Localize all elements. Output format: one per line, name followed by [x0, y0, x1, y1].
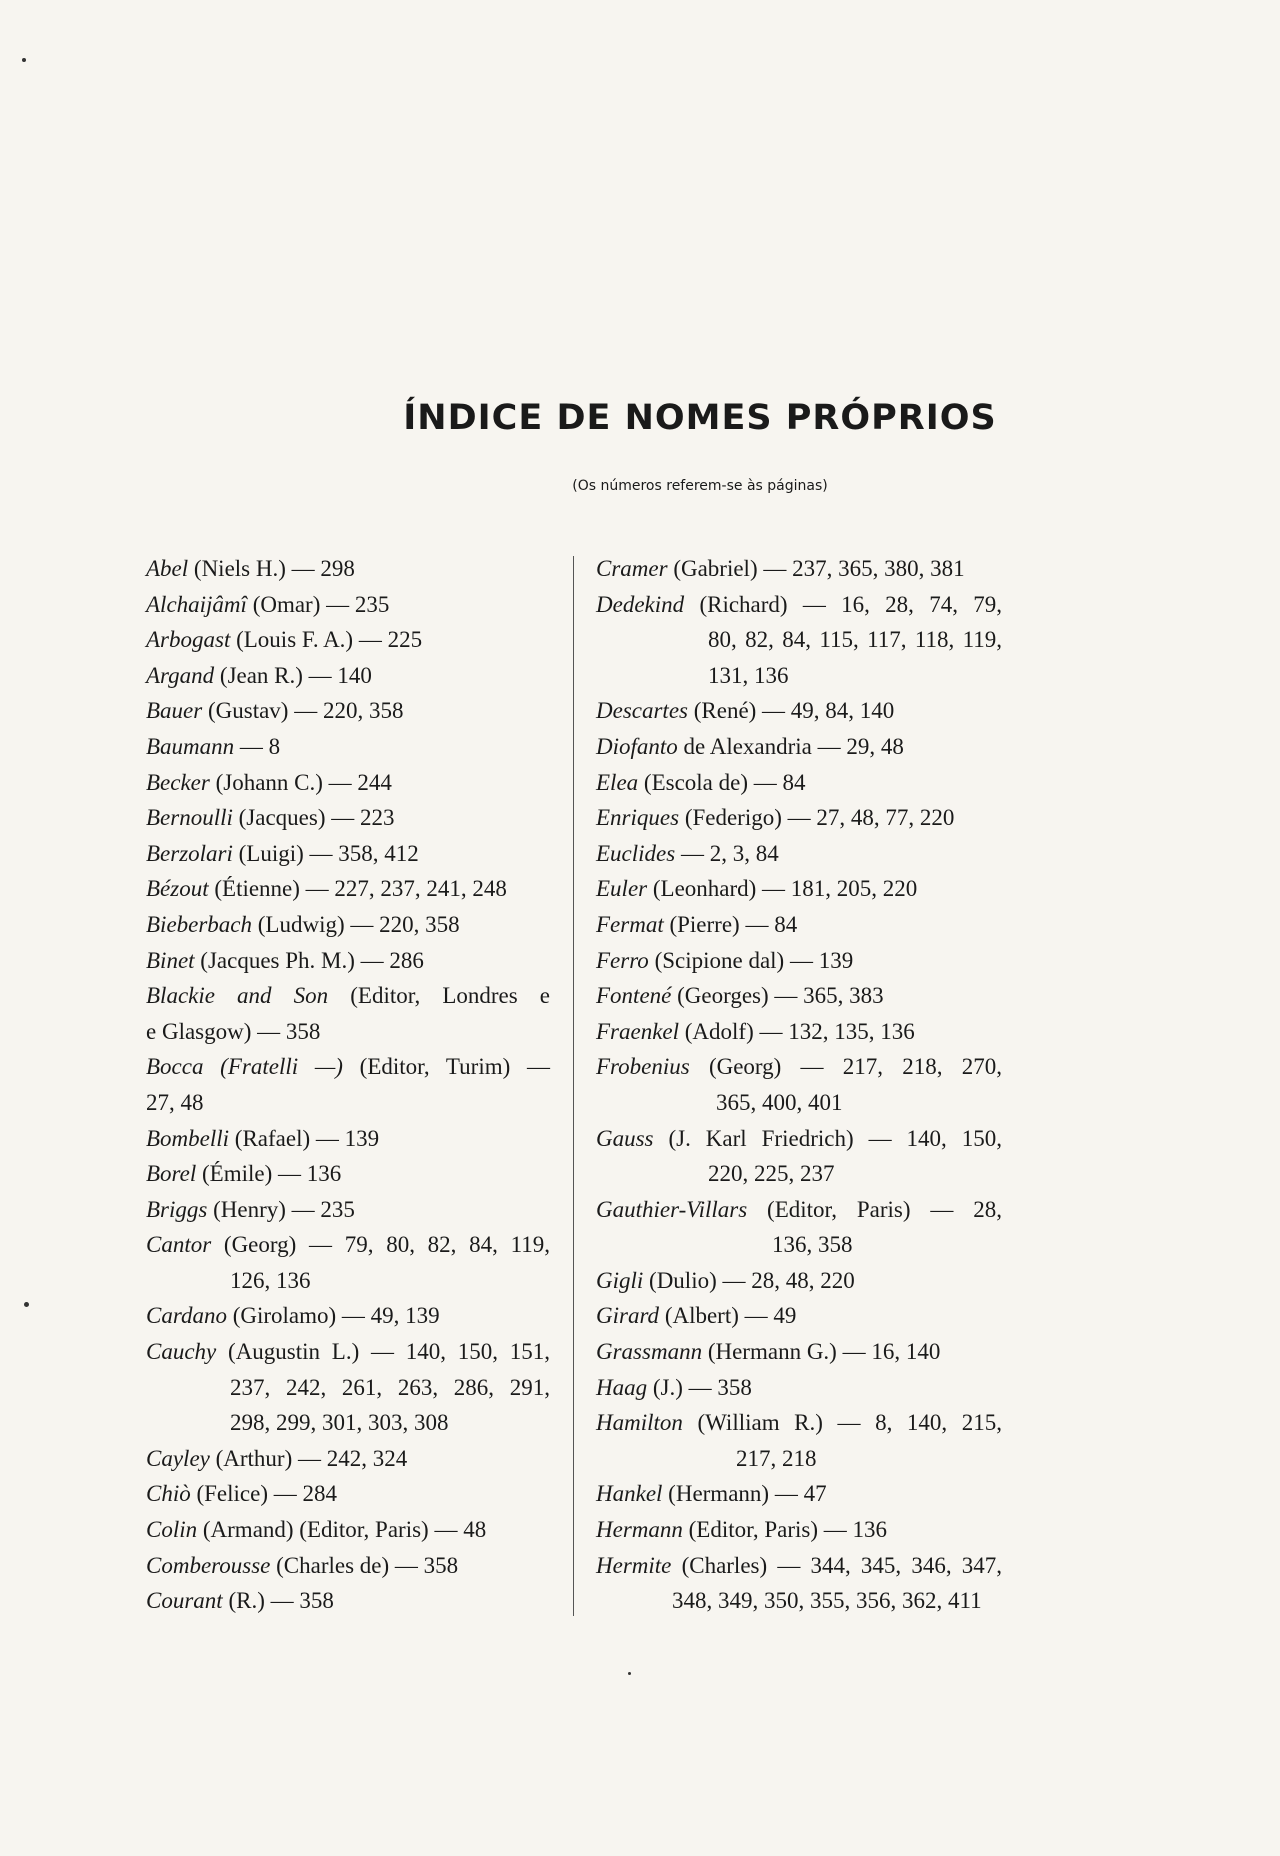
entry-details: (Pierre) — 84: [669, 911, 798, 937]
entry-continuation: 136, 358: [772, 1232, 853, 1258]
page-title: ÍNDICE DE NOMES PRÓPRIOS: [403, 398, 997, 438]
index-entry: [596, 1548, 1002, 1619]
entry-name: Comberousse: [146, 1552, 271, 1578]
entry-continuation: e Glasgow) — 358: [146, 1018, 321, 1044]
entry-continuation: 298, 299, 301, 303, 308: [230, 1410, 449, 1436]
entry-details: — 2, 3, 84: [680, 840, 779, 866]
entry-name: Colin: [146, 1517, 198, 1543]
entry-name: Baumann: [146, 733, 235, 759]
entry-name: Ferro: [596, 947, 649, 973]
entry-name: Chiò: [146, 1481, 191, 1507]
index-entry: [146, 1583, 550, 1619]
entry-continuation: 131, 136: [708, 662, 789, 688]
index-entry: [596, 587, 1002, 694]
entry-name: Bombelli: [146, 1125, 230, 1151]
entry-details: (Richard) — 16, 28, 74, 79,: [699, 591, 1002, 617]
entry-details: (Felice) — 284: [196, 1481, 337, 1507]
entry-details: (René) — 49, 84, 140: [693, 698, 895, 724]
entry-details: (Arthur) — 242, 324: [215, 1445, 408, 1471]
entry-name: Fontené: [596, 983, 672, 1009]
entry-details: (William R.) — 8, 140, 215,: [697, 1410, 1003, 1436]
entry-details: (Escola de) — 84: [643, 769, 806, 795]
entry-details: (Jean R.) — 140: [219, 662, 372, 688]
index-entry: [146, 1334, 550, 1441]
index-entry: [146, 1049, 550, 1120]
entry-continuation: 237, 242, 261, 263, 286, 291,: [230, 1374, 550, 1400]
entry-details: (J.) — 358: [652, 1374, 752, 1400]
entry-name: Gauthier-Villars: [596, 1196, 748, 1222]
entry-details: (Girolamo) — 49, 139: [232, 1303, 440, 1329]
index-entry: [596, 1405, 1002, 1476]
entry-details: (Émile) — 136: [202, 1161, 342, 1187]
entry-name: Enriques: [596, 805, 680, 831]
index-entry: [146, 800, 550, 836]
entry-name: Blackie and Son: [146, 983, 329, 1009]
entry-details: (Leonhard) — 181, 205, 220: [652, 876, 918, 902]
entry-name: Abel: [146, 556, 189, 581]
entry-name: Hermite: [596, 1552, 672, 1578]
entry-name: Cramer: [596, 556, 668, 581]
entry-name: Hermann: [596, 1517, 683, 1543]
entry-details: (Georg) — 217, 218, 270,: [708, 1054, 1002, 1080]
index-entry: [146, 587, 550, 623]
entry-name: Diofanto: [596, 733, 678, 759]
entry-name: Becker: [146, 769, 210, 795]
index-entry: [146, 551, 550, 587]
entry-details: (Henry) — 235: [213, 1196, 355, 1222]
entry-details: (Ludwig) — 220, 358: [257, 911, 460, 937]
entry-details: (Editor, Londres e: [350, 983, 550, 1009]
entry-details: (Federigo) — 27, 48, 77, 220: [684, 805, 955, 831]
index-entry: [596, 765, 1002, 801]
entry-name: Euclides: [596, 840, 676, 866]
speck-mark: [22, 58, 26, 62]
entry-details: (Dulio) — 28, 48, 220: [649, 1267, 855, 1293]
index-entry: [596, 1298, 1002, 1334]
entry-details: (Jacques) — 223: [238, 805, 395, 831]
entry-name: Hankel: [596, 1481, 663, 1507]
entry-name: Bézout: [146, 876, 209, 902]
entry-name: Dedekind: [596, 591, 685, 617]
entry-details: (Gustav) — 220, 358: [207, 698, 404, 724]
entry-name: Bocca (Fratelli —): [146, 1054, 343, 1080]
entry-details: (Gabriel) — 237, 365, 380, 381: [673, 556, 965, 581]
index-entry: [596, 1192, 1002, 1263]
entry-details: (Georges) — 365, 383: [677, 983, 884, 1009]
entry-continuation: 365, 400, 401: [716, 1089, 843, 1115]
entry-name: Bernoulli: [146, 805, 233, 831]
index-entry: [596, 1121, 1002, 1192]
entry-continuation: 126, 136: [230, 1267, 311, 1293]
entry-name: Hamilton: [596, 1410, 683, 1436]
entry-name: Girard: [596, 1303, 660, 1329]
entry-name: Fraenkel: [596, 1018, 680, 1044]
entry-name: Binet: [146, 947, 195, 973]
index-entry: [146, 658, 550, 694]
index-entry: [596, 871, 1002, 907]
entry-details: (Adolf) — 132, 135, 136: [684, 1018, 915, 1044]
index-entry: [146, 978, 550, 1049]
entry-name: Gauss: [596, 1125, 654, 1151]
index-entry: [146, 1227, 550, 1298]
entry-name: Borel: [146, 1161, 197, 1187]
entry-details: (Hermann) — 47: [668, 1481, 827, 1507]
index-entry: [146, 1476, 550, 1512]
speck-mark: [24, 1302, 29, 1307]
entry-details: (Charles de) — 358: [276, 1552, 459, 1578]
index-entry: [596, 1014, 1002, 1050]
entry-name: Euler: [596, 876, 648, 902]
entry-details: (Armand) (Editor, Paris) — 48: [202, 1517, 487, 1543]
index-column-left: [146, 551, 550, 1619]
entry-details: (J. Karl Friedrich) — 140, 150,: [668, 1125, 1002, 1151]
entry-name: Cayley: [146, 1445, 210, 1471]
entry-continuation: 217, 218: [736, 1445, 817, 1471]
index-entry: [596, 978, 1002, 1014]
page-subtitle: (Os números referem-se às páginas): [572, 478, 828, 494]
entry-name: Berzolari: [146, 840, 233, 866]
entry-name: Bieberbach: [146, 911, 253, 937]
index-entry: [146, 729, 550, 765]
entry-details: (Georg) — 79, 80, 82, 84, 119,: [223, 1232, 550, 1258]
entry-continuation: 80, 82, 84, 115, 117, 118, 119,: [708, 627, 1002, 653]
index-entry: [596, 800, 1002, 836]
index-entry: [596, 693, 1002, 729]
entry-details: (Editor, Paris) — 136: [688, 1517, 888, 1543]
entry-name: Alchaijâmî: [146, 591, 247, 617]
index-entry: [146, 871, 550, 907]
entry-details: (Editor, Turim) —: [359, 1054, 550, 1080]
entry-name: Elea: [596, 769, 639, 795]
entry-name: Grassmann: [596, 1339, 703, 1365]
entry-details: — 8: [239, 733, 281, 759]
entry-name: Frobenius: [596, 1054, 690, 1080]
entry-name: Fermat: [596, 911, 664, 937]
entry-details: (Editor, Paris) — 28,: [767, 1196, 1002, 1222]
entry-details: (Luigi) — 358, 412: [238, 840, 419, 866]
index-entry: [596, 729, 1002, 765]
index-entry: [146, 1298, 550, 1334]
entry-details: (Hermann G.) — 16, 140: [707, 1339, 941, 1365]
entry-name: Gigli: [596, 1267, 644, 1293]
index-entry: [596, 1476, 1002, 1512]
index-entry: [596, 836, 1002, 872]
index-entry: [146, 1192, 550, 1228]
index-entry: [146, 943, 550, 979]
index-entry: [146, 1156, 550, 1192]
index-entry: [146, 765, 550, 801]
index-entry: [146, 1548, 550, 1584]
index-entry: [146, 622, 550, 658]
index-entry: [146, 1441, 550, 1477]
index-entry: [596, 1512, 1002, 1548]
entry-details: (Charles) — 344, 345, 346, 347,: [681, 1552, 1003, 1578]
entry-name: Cantor: [146, 1232, 212, 1258]
entry-name: Cardano: [146, 1303, 227, 1329]
index-entry: [146, 907, 550, 943]
index-entry: [596, 943, 1002, 979]
index-column-right: [596, 551, 1002, 1619]
entry-name: Bauer: [146, 698, 203, 724]
entry-details: (Louis F. A.) — 225: [236, 627, 423, 653]
entry-details: (Étienne) — 227, 237, 241, 248: [214, 876, 507, 902]
index-entry: [596, 1263, 1002, 1299]
index-entry: [596, 1049, 1002, 1120]
entry-name: Descartes: [596, 698, 688, 724]
entry-details: (R.) — 358: [228, 1588, 334, 1614]
index-entry: [146, 1121, 550, 1157]
entry-details: (Johann C.) — 244: [215, 769, 392, 795]
entry-details: (Scipione dal) — 139: [654, 947, 854, 973]
entry-details: (Albert) — 49: [664, 1303, 797, 1329]
index-entry: [596, 1334, 1002, 1370]
entry-details: (Jacques Ph. M.) — 286: [200, 947, 424, 973]
index-entry: [146, 836, 550, 872]
entry-details: (Augustin L.) — 140, 150, 151,: [228, 1339, 551, 1365]
column-divider: [573, 556, 574, 1616]
index-entry: [596, 907, 1002, 943]
entry-continuation: 220, 225, 237: [708, 1161, 835, 1187]
index-entry: [146, 1512, 550, 1548]
entry-details: (Rafael) — 139: [234, 1125, 380, 1151]
entry-name: Cauchy: [146, 1339, 217, 1365]
entry-name: Argand: [146, 662, 215, 688]
speck-mark: [628, 1672, 631, 1675]
entry-details: (Niels H.) — 298: [193, 556, 355, 581]
entry-continuation: 27, 48: [146, 1089, 204, 1115]
entry-name: Arbogast: [146, 627, 231, 653]
entry-details: (Omar) — 235: [252, 591, 390, 617]
index-entry: [146, 693, 550, 729]
entry-name: Courant: [146, 1588, 223, 1614]
index-entry: [596, 551, 1002, 587]
entry-details: de Alexandria — 29, 48: [683, 733, 904, 759]
entry-name: Haag: [596, 1374, 648, 1400]
index-entry: [596, 1370, 1002, 1406]
entry-continuation: 348, 349, 350, 355, 356, 362, 411: [672, 1588, 982, 1614]
entry-name: Briggs: [146, 1196, 208, 1222]
